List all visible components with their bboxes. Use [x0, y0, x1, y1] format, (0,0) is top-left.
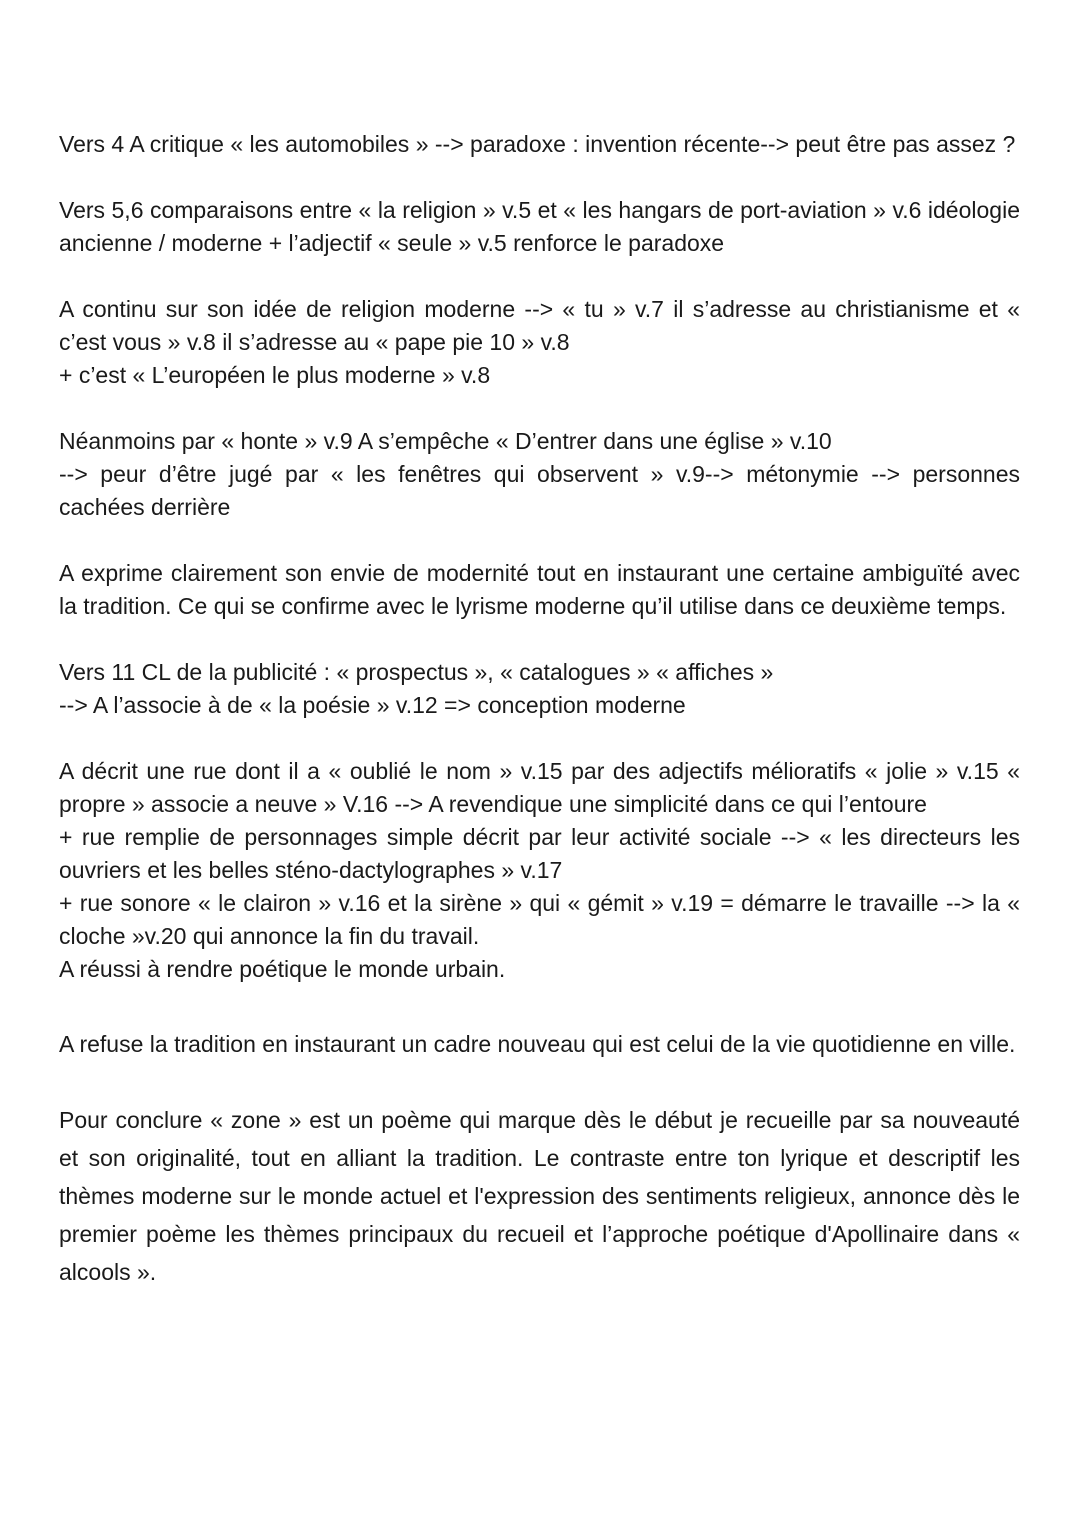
paragraph-line: A exprime clairement son envie de modernité tout en instaurant une certaine ambiguïté avec la tradition. Ce qui se confirme avec le lyrisme moderne qu’il utilise dans ce deuxième temps.: [59, 560, 1020, 619]
paragraph-line: A décrit une rue dont il a « oublié le nom » v.15 par des adjectifs mélioratifs « jolie » v.15 « propre » associe a neuve » V.16 --> A revendique une simplicité dans ce qui l’entoure: [59, 758, 1020, 817]
paragraph-conclusion: [59, 1101, 1020, 1291]
paragraph-line: Vers 5,6 comparaisons entre « la religion » v.5 et « les hangars de port-aviation » v.6 idéologie ancienne / moderne + l’adjectif « seule » v.5 renforce le paradoxe: [59, 197, 1020, 256]
paragraph-line: Pour conclure « zone » est un poème qui marque dès le début je recueille par sa nouveauté et son originalité, tout en alliant la tradition. Le contraste entre ton lyrique et descriptif les thèmes moderne sur le monde actuel et l'expression des sentiments religieux, annonce dès le premier poème les thèmes principaux du recueil et l’approche poétique d'Apollinaire dans « alcools ».: [59, 1107, 1020, 1285]
paragraph-street-description: [59, 755, 1020, 986]
paragraph-shame: [59, 425, 1020, 524]
paragraph-line: + rue sonore « le clairon » v.16 et la sirène » qui « gémit » v.19 = démarre le travaille --> la « cloche »v.20 qui annonce la fin du travail.: [59, 890, 1020, 949]
paragraph-line: A refuse la tradition en instaurant un cadre nouveau qui est celui de la vie quotidienne en ville.: [59, 1031, 1016, 1057]
paragraph-line: A réussi à rendre poétique le monde urbain.: [59, 956, 506, 982]
paragraph-line: + c’est « L’européen le plus moderne » v.8: [59, 362, 491, 388]
paragraph-modernity-transition: [59, 557, 1020, 623]
paragraph-line: Néanmoins par « honte » v.9 A s’empêche « D’entrer dans une église » v.10: [59, 428, 832, 454]
paragraph-line: + rue remplie de personnages simple décrit par leur activité sociale --> « les directeurs les ouvriers et les belles sténo-dactylographes » v.17: [59, 824, 1020, 883]
paragraph-line: --> A l’associe à de « la poésie » v.12 => conception moderne: [59, 692, 686, 718]
paragraph-line: Vers 4 A critique « les automobiles » --> paradoxe : invention récente--> peut être pas assez ?: [59, 131, 1016, 157]
paragraph-refuse-tradition: [59, 1025, 1020, 1063]
paragraph-modern-religion: [59, 293, 1020, 392]
paragraph-religion-comparison: [59, 194, 1020, 260]
paragraph-line: --> peur d’être jugé par « les fenêtres qui observent » v.9--> métonymie --> personnes cachées derrière: [59, 461, 1020, 520]
paragraph-line: Vers 11 CL de la publicité : « prospectus », « catalogues » « affiches »: [59, 659, 774, 685]
paragraph-advertising: [59, 656, 1020, 722]
paragraph-line: A continu sur son idée de religion moderne --> « tu » v.7 il s’adresse au christianisme et « c’est vous » v.8 il s’adresse au « pape pie 10 » v.8: [59, 296, 1020, 355]
paragraph-automobiles: [59, 128, 1020, 161]
